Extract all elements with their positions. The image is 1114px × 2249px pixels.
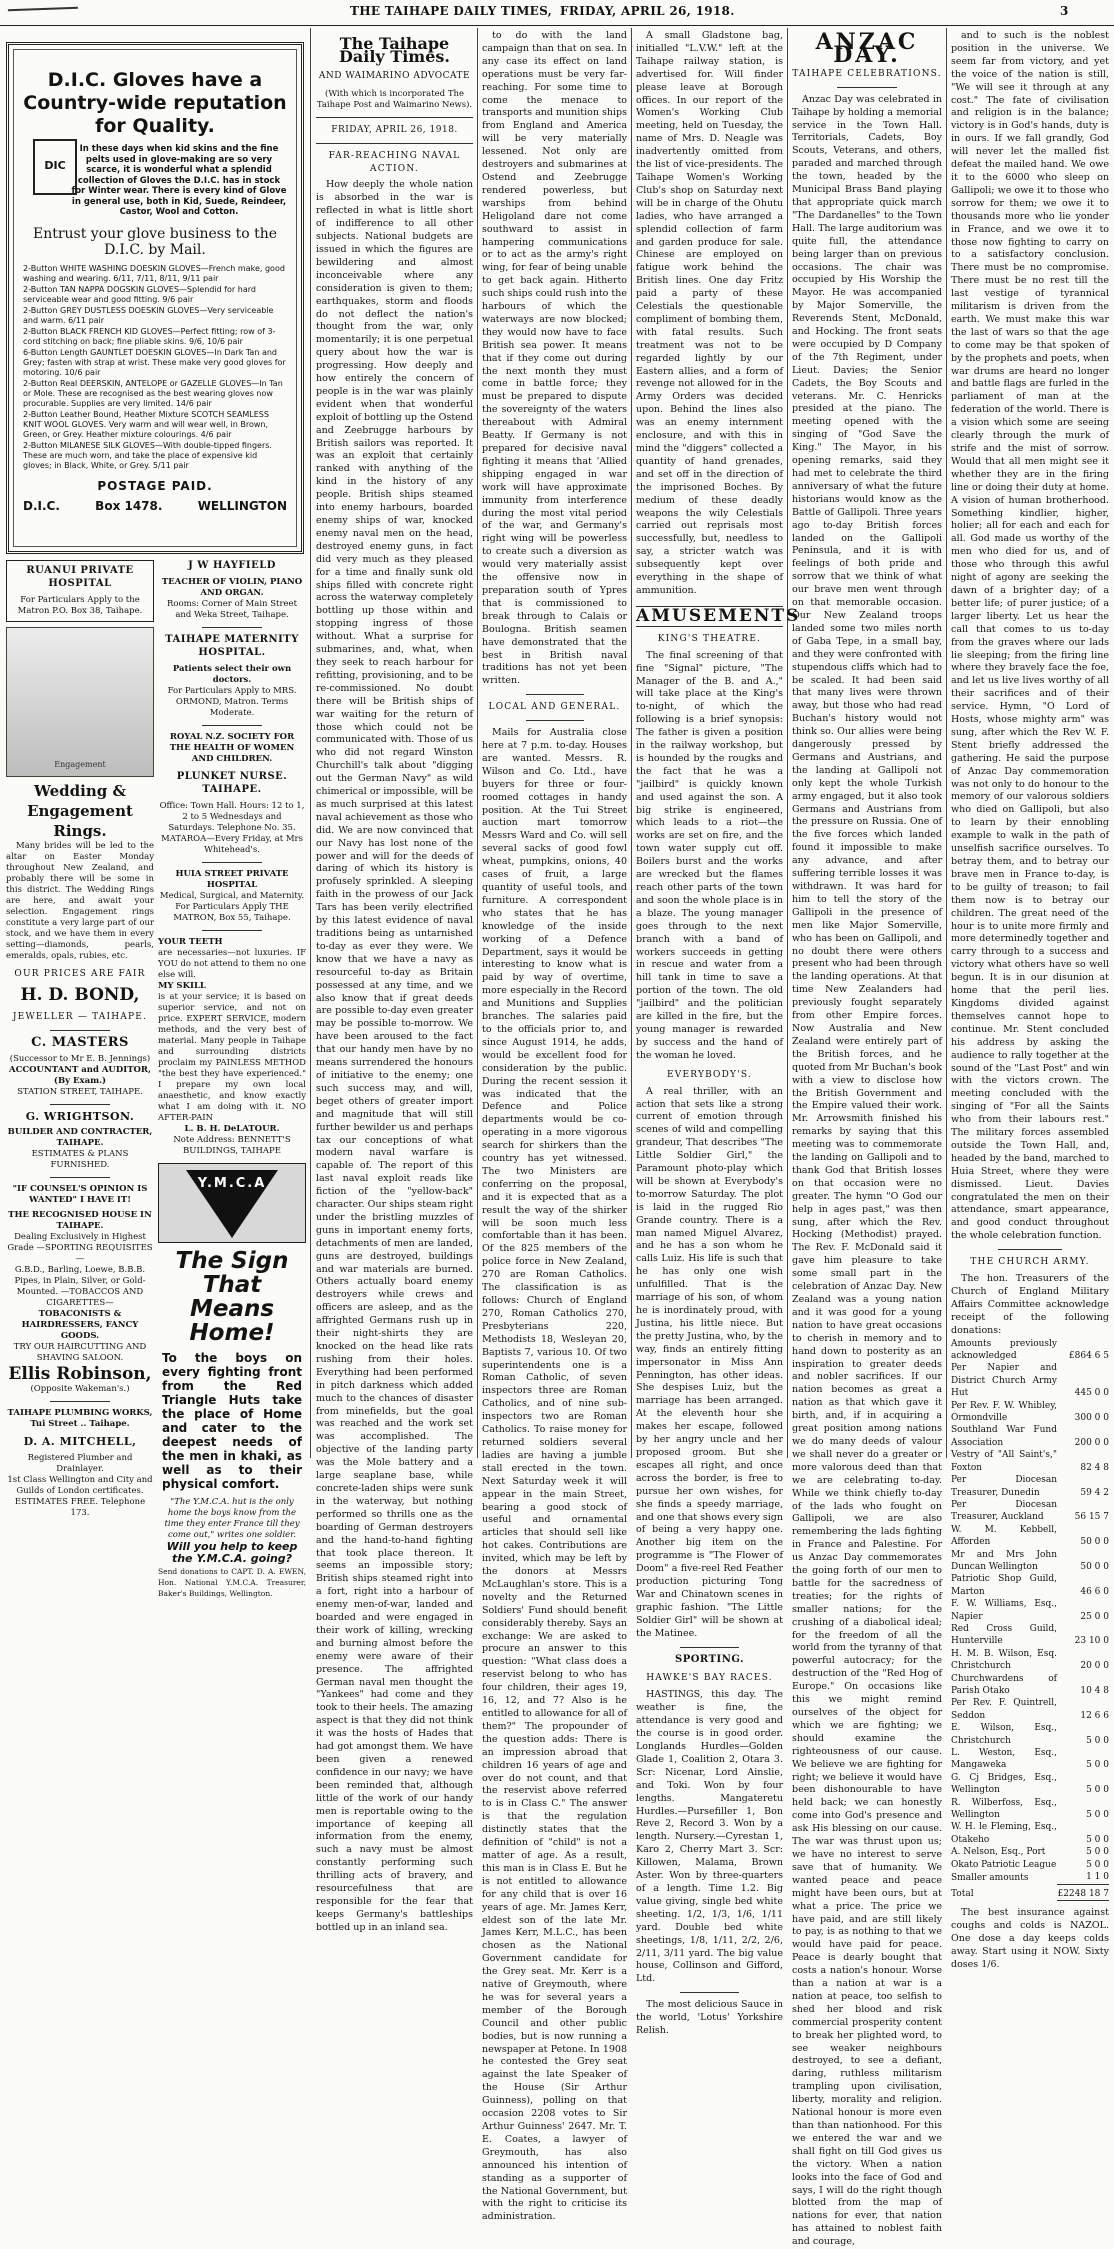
dic-footer-box: Box 1478. [95, 498, 163, 513]
column-local [482, 30, 627, 2223]
dic-footer-name: D.I.C. [23, 498, 60, 513]
donation-row [951, 1697, 1109, 1722]
donation-row [951, 1673, 1109, 1698]
plunket-office: Office: Town Hall. Hours: 12 to 1, 2 to 5 Wednesdays and Saturdays. Telephone No. 35. [159, 800, 305, 833]
plunket-ad [158, 732, 306, 856]
donor-name: W. M. Kebbell, Afforden [951, 1524, 1057, 1548]
donation-row [951, 1598, 1109, 1623]
everybodys-body: A real thriller, with an action that sets like a strong current of emotion through scenes of wild and compelling grandeur, That describes "The Little Soldier Girl," the Paramount photo-play which will be shown at Everybody's to-morrow Saturday. The plot is laid in the rugged Rio Grande country. There is a man named Miguel Alvarez, and he has a son whom he calls Luiz. His life is such that he has only one wish unfulfilled. That is the marriage of his son, of whom he is inordinately proud, with Justina, his little niece. But the pretty Justina, who, by the way, finds an entirely fitting impersonator in Miss Ann Pennington, has other ideas. She despises Luiz, but the marriage has been arranged. At the eleventh hour she makes her escape, followed by her angry uncle and her proposed groom. But she escapes all right, and once across the border, is free to pursue her own wishes, for she finds a speedy marriage, and one that shows every sign of being a very happy one. Another big item on the programme is "The Flower of Doom" a five-reel Red Feather production picturing Tong War and Chinatown scenes in graphic fashion. "The Little Soldier Girl" will be shown at the Matinee. [636, 1085, 783, 1639]
ymca-banner [158, 1163, 306, 1243]
donor-name: H. M. B. Wilson, Esq. Christchurch [951, 1648, 1057, 1672]
masters-role: ACCOUNTANT and AUDITOR, (By Exam.) [9, 1064, 151, 1086]
donor-name: Patriotic Shop Guild, Marton [951, 1574, 1057, 1597]
donation-amount: 59 4 2 [1080, 1487, 1109, 1498]
mitchell-estimates: ESTIMATES FREE. Telephone 173. [14, 1497, 146, 1519]
ymca-headline: The Sign That Means Home! [175, 1247, 289, 1346]
donation-row [951, 1772, 1109, 1797]
column-anzac [792, 29, 942, 2248]
plunket-society: ROYAL N.Z. SOCIETY FOR THE HEALTH OF WOMEN AND CHILDREN. [169, 731, 295, 764]
maternity-title: TAIHAPE MATERNITY HOSPITAL. [165, 633, 299, 658]
glove-item: 2-Button GREY DUSTLESS DOESKIN GLOVES—Very serviceable and warm. 6/11 pair [23, 305, 274, 325]
donation-row [951, 1859, 1109, 1871]
total-amount: £2248 18 7 [1057, 1884, 1109, 1900]
donation-row [951, 1573, 1109, 1598]
ink-mark [8, 7, 78, 17]
divider [526, 694, 584, 695]
donation-amount: 12 6 6 [1080, 1710, 1109, 1721]
ymca-label: Y.M.C.A [197, 1175, 267, 1191]
dic-postage: POSTAGE PAID. [97, 478, 213, 493]
donor-name: Per Rev. F. W. Whibley, Ormondville [951, 1400, 1057, 1424]
wedding-title: Wedding & Engagement Rings. [27, 781, 133, 840]
donor-name: G. Cj Bridges, Esq., Wellington [951, 1772, 1057, 1796]
donations-total-row [951, 1884, 1109, 1900]
ruanui-title: RUANUI PRIVATE HOSPITAL [26, 565, 134, 589]
masters-sub: (Successor to Mr E. B. Jennings) [9, 1053, 151, 1064]
donation-row [951, 1499, 1109, 1524]
mitchell-cert: 1st Class Wellington and City and Guilds of London certificates. [7, 1475, 153, 1497]
donation-amount: 82 4 8 [1080, 1462, 1109, 1473]
donor-name: A. Nelson, Esq., Port [951, 1847, 1046, 1858]
glove-item: 2-Button WHITE WASHING DOESKIN GLOVES—French make, good washing and wearing. 6/11, 7/11, 8/11, 9/11 pair [23, 263, 285, 283]
editorial-body: How deeply the whole nation is absorbed in the war is reflected in what is little short of indifference to all other subjects. National budgets are issued in which the figures are bewildering and almost inconceivable where any consideration is given to them; earthquakes, storm and floods do not deflect the nation's thought from the war, only momentarily; it is one perpetual query about how the war is progressing. How deeply and how entirely the concern of people is in the war was plainly evident when that wonderful exploit of bottling up the Ostend and Zeebrugge harbours by British sailors was reported. It was an exploit that certainly ranked with anything of the kind in the history of any people. British ships steamed into enemy harbours, boarded enemy ships of war, knocked enemy naval men on the head, destroyed enemy guns, in fact did very much as they pleased for a time and finally sunk old ships filled with concrete right across the waterway completely bottling up those within and stopping ingress of those without. What a surprise for submarines, and, what, when they seek to reach harbour for refitting, provisioning, and to be re-commissioned. No doubt there will be British ships of war waiting for the return of those which could not be communicated with. Those of us who did not regard Winston Churchill's talk about "digging out the German Navy" as wild chimerical or impossible, will be as much surprised at this latest naval achievement as those who did. We are now convinced that our Navy has lost none of the power and will for the deeds of daring of which its history is profusely sprinkled. A sleeping faith in the prowess of our Jack Tars has been verily electrified by this latest evidence of naval traditions being as untarnished to-day as ever they were. We know that we have a navy as resourceful to-day as Britain possessed at any time, and we also know that if great deeds are possible to-day even greater may be possible to-morrow. We have been aroused to the fact that our handy men have by no means surrendered the honours of initiative to the enemy; one such success may, and will, beget others of greater import and magnitude that will still further bewilder us and perhaps tax our conceptions of what modern naval warfare is capable of. The report of this last naval exploit reads like fiction of the "yellow-back" character. Our ships steam right under the bristling muzzles of guns in important enemy forts, detachments of men are landed, guns are destroyed, buildings and war materials are burned. Others actually board enemy destroyers while crews and officers are asleep, and as the affrighted Germans rush up in their night-shirts they are knocked on the head like rats rushing from their holes. Everything had been performed in pitch darkness which added much to the chances of disaster from minefields, but the goal was reached and the work set was accomplished. The objective of the landing party was the Mole battery and a large seaplane base, while concrete-laden ships were sunk in the waterway, but nothing performed so thrills one as the boarding of German destroyers and the hand-to-hand fighting that took place thereon. It seems an impossible story; British ships steamed right into a fort, right into a harbour of enemy men-of-war, landed and boarded and were engaged in their work of killing, wrecking and burning almost before the enemy were aware of their presence. The affrighted German naval men thought the "Yankees" had come and they took to their heels. The amazing aspect is that they did not think it was the hosts of Hades that had got amongst them. We have been given a renewed confidence in our navy; we have been reminded that, although little of the work of our handy men is reportable owing to the importance of keeping all information from the enemy, such a navy must be almost constantly performing such thrilling acts of bravery, and resourcefulness that are responsible for the fear that keeps Germany's battleships bottled up in an inland sea. [316, 179, 473, 1933]
masthead-date: FRIDAY, APRIL 26, 1918. [560, 4, 735, 18]
wedding-prices: OUR PRICES ARE FAIR [14, 968, 146, 979]
divider [202, 862, 261, 863]
divider [680, 1992, 739, 1993]
donation-row [951, 1797, 1109, 1822]
divider [837, 87, 897, 88]
donation-amount: 20 0 0 [1080, 1661, 1109, 1672]
kings-theatre-heading: KING'S THEATRE. [657, 633, 762, 644]
dic-ad-title: D.I.C. Gloves have a Country-wide reputation for Quality. [23, 69, 287, 137]
donor-name: Smaller amounts [951, 1872, 1029, 1883]
wrightson-name: G. WRIGHTSON. [25, 1109, 135, 1123]
donor-name: Mr and Mrs John Duncan Wellington [951, 1549, 1057, 1572]
donation-row [951, 1648, 1109, 1673]
dentist-address: Note Address: BENNETT'S BUILDINGS, TAIHAPE [173, 1134, 291, 1156]
donation-row [951, 1623, 1109, 1648]
donor-name: W. H. le Fleming, Esq., Otakeho [951, 1822, 1057, 1845]
dic-gloves-ad [6, 42, 304, 554]
total-label: Total [951, 1889, 974, 1899]
donor-name: Per Diocesan Treasurer, Auckland [951, 1499, 1057, 1523]
ymca-body: To the boys on every fighting front from the Red Triangle Huts take the place of Home and cater to the deepest needs of the men in khaki, as well as to their physical comfort. [162, 1350, 302, 1491]
divider [50, 1104, 109, 1105]
bride-illustration [6, 627, 154, 777]
divider [202, 930, 261, 931]
ymca-quote: "The Y.M.C.A. hut is the only home the boys know from the time they enter France till they come out," writes one soldier. [164, 1496, 300, 1540]
paper-note: (With which is incorporated The Taihape Post and Waimarino News). [316, 88, 473, 110]
huia-sub: Medical, Surgical, and Maternity. [159, 890, 305, 901]
church-army-headline: THE CHURCH ARMY. [970, 1257, 1090, 1268]
donor-name: F. W. Williams, Esq., Napier [951, 1599, 1057, 1622]
hawkes-bay-heading: HAWKE'S BAY RACES. [646, 1673, 773, 1684]
donor-name: Red Cross Guild, Hunterville [951, 1623, 1057, 1647]
column-ads-right [158, 560, 306, 1599]
donation-row [951, 1400, 1109, 1425]
ymca-send: Send donations to CAPT. D. A. EWEN, Hon. National Y.M.C.A. Treasurer, Baker's Buildings, Wellington. [158, 1567, 306, 1599]
maternity-apply: For Particulars Apply to MRS. ORMOND, Matron. Terms Moderate. [167, 685, 297, 718]
donation-amount: 50 0 0 [1080, 1537, 1109, 1548]
house-sub: Dealing Exclusively in Highest Grade —SPORTING REQUISITES— [7, 1232, 153, 1265]
donation-row [951, 1524, 1109, 1549]
maternity-ad [158, 634, 306, 719]
sauce-ad: The most delicious Sauce in the world, 'Lotus' Yorkshire Relish. [636, 1999, 783, 2037]
masthead [0, 0, 1114, 26]
huia-apply: For Particulars Apply THE MATRON, Box 55, Taihape. [173, 901, 291, 923]
donor-name: Per Napier and District Church Army Hut [951, 1363, 1057, 1399]
wedding-text: Many brides will be led to the altar on Easter Monday throughout New Zealand, and probably there will be some in this district. The Wedding Rings are here, and await your selection. Engagement rings constitute a very large part of our stock, and we have them in every setting—diamonds, pearls, emeralds, opals, rubies, etc. [6, 840, 154, 961]
church-army-intro: The hon. Treasurers of the Church of England Military Affairs Committee acknowledge receipt of the following donations: [951, 1273, 1109, 1336]
haircut-line: TRY OUR HAIRCUTTING AND SHAVING SALOON. [13, 1342, 147, 1364]
wrightson-estimates: ESTIMATES & PLANS FURNISHED. [31, 1149, 129, 1171]
donation-amount: 10 4 8 [1080, 1686, 1109, 1696]
donation-amount: 300 0 0 [1074, 1413, 1109, 1424]
wrightson-sub: BUILDER AND CONTRACTER, TAIHAPE. [7, 1127, 153, 1149]
donation-amount: 5 0 0 [1086, 1859, 1109, 1870]
donor-name: Per Diocesan Treasurer, Dunedin [951, 1475, 1057, 1498]
skill-text: is at your service; it is based on superior service, and not on price. EXPERT SERVICE, modern methods, and the very best of material. Many people in Taihape and surrounding districts proclaim my PAINLESS METHOD "the best they have experienced." I prepare my own local anaesthetic, and know exactly what I am doing with it. NO AFTER-PAIN [158, 991, 306, 1123]
bond-name: H. D. BOND, [20, 984, 140, 1005]
illustration-caption: Engagement [54, 759, 106, 769]
hayfield-rooms: Rooms: Corner of Main Street and Weka Street, Taihape. [167, 598, 297, 620]
donation-amount: 25 0 0 [1080, 1611, 1109, 1622]
donation-amount: 50 0 0 [1080, 1561, 1109, 1572]
dic-ad-entrust: Entrust your glove business to the D.I.C. by Mail. [32, 225, 278, 258]
dic-glove-list [23, 264, 287, 471]
kings-theatre-body: The final screening of that fine "Signal" picture, "The Manager of the B. and A.," will take place at the King's to-night, of which the following is a brief synopsis: The father is given a position in the railway workshop, but is hounded by the rougks and the fact that he was a "jailbird" is quickly known and used against the son. A big strike is engineered, which leads to a riot—the works are set on fire, and the town water supply cut off. Boilers burst and the works are wrecked but the flames reach other parts of the town and soon the whole place is in a blaze. The young manager goes through to the next branch with a band of workers succeeds in getting in rescue and water from a hill tank in time to save a portion of the town. The old "jailbird" and the politician are killed in the fire, but the young manager is rewarded by success and the hand of the woman he loved. [636, 649, 783, 1061]
hayfield-name: J W HAYFIELD [188, 560, 276, 571]
tobacconists: TOBACONISTS & HAIRDRESSERS, FANCY GOODS. [21, 1309, 139, 1342]
donation-row [951, 1549, 1109, 1574]
everybodys-heading: EVERYBODY'S. [667, 1069, 752, 1080]
paper-subtitle: AND WAIMARINO ADVOCATE [318, 70, 471, 81]
house-goods: G.B.D., Barling, Loewe, B.B.B. Pipes, in Plain, Silver, or Gold-Mounted. —TOBACCOS AND CIGARETTES— [14, 1265, 146, 1309]
donor-name: L. Weston, Esq., Mangaweka [951, 1748, 1057, 1771]
donation-amount: 445 0 0 [1074, 1388, 1109, 1399]
glove-item: 2-Button Real DEERSKIN, ANTELOPE or GAZELLE GLOVES—In Tan or Mole. These are recognised as the best wearing gloves now procurable. Supplies are very limited. 14/6 pair [23, 378, 283, 408]
donation-amount: 1 1 0 [1086, 1872, 1109, 1883]
divider [680, 1647, 739, 1648]
column-amusements [636, 30, 801, 2037]
donation-amount: 46 6 0 [1080, 1586, 1109, 1597]
local-headline: LOCAL AND GENERAL. [488, 702, 621, 713]
column-rule [631, 28, 632, 1458]
glove-item: 2-Button TAN NAPPA DOGSKIN GLOVES—Splendid for hard serviceable wear and good fitting. 9/6 pair [23, 284, 256, 304]
ruanui-text: For Particulars Apply to the Matron P.O. Box 38, Taihape. [17, 594, 143, 616]
maternity-sub: Patients select their own doctors. [172, 663, 292, 685]
paper-title: The Taihape Daily Times. [339, 34, 450, 66]
teeth-text: are necessaries—not luxuries. IF YOU do not attend to them no one else will. [158, 947, 306, 980]
donation-amount: £864 6 5 [1068, 1351, 1109, 1362]
donor-name: Per Rev. F. Quintrell, Seddon [951, 1698, 1057, 1721]
divider [526, 720, 584, 721]
donation-row [951, 1747, 1109, 1772]
counsel-line: "IF COUNSEL'S OPINION IS WANTED" I HAVE IT! [12, 1184, 148, 1206]
masters-name: C. MASTERS [31, 1034, 129, 1050]
amusements-headline: AMUSEMENTS [636, 605, 801, 626]
donor-name: Southland War Fund Association [951, 1425, 1057, 1448]
divider [50, 1401, 109, 1402]
column-rule [946, 28, 947, 1458]
divider [202, 725, 261, 726]
glove-item: 2-Button Leather Bound, Heather Mixture SCOTCH SEAMLESS KNIT WOOL GLOVES. Very warm and will wear well, in Brown, Green, or Grey. Heather mixture colourings. 4/6 pair [23, 409, 269, 439]
divider [316, 117, 473, 118]
donation-row [951, 1424, 1109, 1449]
nazol-ad: The best insurance against coughs and colds is NAZOL. One dose a day keeps colds away. Start using it NOW. Sixty doses 1/6. [951, 1906, 1109, 1970]
huia-ad [158, 869, 306, 924]
donation-amount: 5 0 0 [1086, 1810, 1109, 1821]
dic-logo-icon: DIC [33, 139, 77, 195]
donation-amount: 23 10 0 [1074, 1636, 1109, 1647]
column-rule [787, 28, 788, 1458]
divider [202, 627, 261, 628]
ymca-help: Will you help to keep the Y.M.C.A. going? [166, 1539, 298, 1566]
teeth-title: YOUR TEETH [158, 936, 223, 947]
masters-address: STATION STREET, TAIHAPE. [17, 1086, 143, 1097]
column-rule [477, 28, 478, 1458]
local-body: Mails for Australia close here at 7 p.m. to-day. Houses are wanted. Messrs. R. Wilson and Co. Ltd., have buyers for three or four-roomed cottages in handy position. At the Tui Street auction mart tomorrow Messrs Ward and Co. will sell several sacks of good fowl wheat, pumpkins, onions, 40 cases of fruit, a large quantity of useful tools, and furniture. A correspondent who states that he has knowledge of the inside working of a Defence Department, says it would be interesting to know what is paid by way of overtime, more especially in the Record and Munitions and Supplies branches. The salaries paid to the officials prior to, and since August 1914, he adds, would be excellent food for consideration by the public. During the recent session it was indicated that the Defence and Police departments would be co-operating in a more vigorous search for shirkers than the country has yet witnessed. The two Ministers are conferring on the proposal, and it is expected that as a result the way of the shirker will be soon much less comfortable than it has been. Of the 825 members of the police force in New Zealand, 270 are Roman Catholics. The classification is as follows: Church of England 270, Roman Catholics 270, Presbyterians 220, Methodists 18, Wesleyan 20, Baptists 7, various 10. Of two superintendents one is a Roman Catholic, of seven inspectors three are Roman Catholics, and of nine sub-inspectors two are Roman Catholics. To raise money for returned soldiers several ladies are having a jumble stall erected in the town. Next Saturday week it will appear in the main Street, bearing a good stock of useful and ornamental articles that should sell like hot cakes. Contributions are invited, which may be left by the donors at Messrs McLaughlan's store. This is a novelty and the Returned Soldiers' Fund should benefit considerably thereby. Says an exchange: We are asked to procure an answer to this question: "What class does a reservist belong to who has four children, their ages 19, 16, 12, and 7? Also is he entitled to allowance for all of them?" The propounder of the question adds: There is an impression abroad that children 16 years of age and over do not count, and that the reservist above referred to is in Class C." The answer is that the regulation distinctly states that the definition of "child" is not a matter of age. As a result, this man is in Class E. But he is not entitled to allowance for any child that is over 16 years of age. Mr. James Kerr, eldest son of the late Mr. James Kerr, M.L.C., has been chosen as the National Government candidate for the Grey seat. Mr. Kerr is a native of Greymouth, where he was for several years a member of the Borough Council and other public bodies, but is now running a newspaper at Petone. In 1908 he contested the Grey seat against the late Speaker of the House (Sir Arthur Guinness), polling on that occasion 2208 votes to Sir Arthur Guinness' 2647. Mr. T. E. Coates, a lawyer of Greymouth, has also announced his intention of standing as a supporter of the National Government, but with the right to criticise its administration. [482, 727, 627, 2223]
divider [998, 1249, 1061, 1250]
glove-item: 2-Button BLACK FRENCH KID GLOVES—Perfect fitting; row of 3-cord stitching on back; fine pliable skins. 9/6, 10/6 pair [23, 326, 276, 346]
donor-name: Okato Patriotic League [951, 1859, 1057, 1870]
mitchell-name: D. A. MITCHELL, [23, 1435, 137, 1449]
bond-sub: JEWELLER — TAIHAPE. [12, 1011, 148, 1022]
column-church-army [951, 30, 1109, 1970]
hayfield-role: TEACHER OF VIOLIN, PIANO AND ORGAN. [161, 576, 303, 598]
donation-row [951, 1362, 1109, 1399]
dic-footer-city: WELLINGTON [197, 498, 287, 513]
plunket-mataroa: MATAROA—Every Friday, at Mrs Whitehead's. [161, 833, 303, 855]
hayfield-ad [158, 560, 306, 621]
donation-row [951, 1821, 1109, 1846]
ellis-robinson: Ellis Robinson, [8, 1364, 152, 1385]
mitchell-sub: Registered Plumber and Drainlayer. [27, 1453, 133, 1475]
donation-amount: 56 15 7 [1074, 1512, 1109, 1523]
masthead-page-number: 3 [1060, 4, 1069, 18]
donor-name: E. Wilson, Esq., Christchurch [951, 1723, 1057, 1746]
editorial-continued: to do with the land campaign than that on sea. In any case its effect on land operations must be very far-reaching. For some time to come the menace to transports and munition ships from England and America will be very materially lessened. Not only are destroyers and submarines at Ostend and Zeebrugge rendered powerless, but warships from behind Heligoland dare not come southward to assist in hampering communications or to act as the army's right wing, for fear of being unable to get back again. Hitherto such ships could rush into the harbours of which the waterways are now blocked; they would now have to face British sea power. It means that if they come out during the next month they must come in battle force; they must be prepared to dispute the sovereignty of the waters thereabout with Admiral Beatty. If Germany is not prepared for decisive naval fighting it means that 'Allied shipping engaged in war work will have approximate immunity from interference during the most vital period of the war, and Germany's right wing will be powerless to create such a diversion as would very materially assist the offensive now in preparation south of Ypres that is commissioned to break through to Calais or Boulogna. British seamen have demonstrated that the best in British naval traditions has not yet been written. [482, 30, 627, 687]
divider [50, 1177, 109, 1178]
donation-row [951, 1449, 1109, 1474]
dic-ad-intro: In these days when kid skins and the fine pelts used in glove-making are so very scarce, it is wonderful what a splendid collection of Gloves the D.I.C. has in stock for Winter wear. There is every kind of Glove in general use, both in Kid, Suede, Reindeer, Castor, Wool and Cotton. [71, 144, 287, 217]
dentist-ad [158, 937, 306, 1157]
glove-item: 6-Button Length GAUNTLET DOESKIN GLOVES—In Dark Tan and Grey; fasten with strap at wrist. These make very good gloves for motoring. 10/6 pair [23, 347, 286, 377]
plumbing-title: TAIHAPE PLUMBING WORKS, Tui Street .. Taihape. [7, 1408, 153, 1430]
column-ads-left [6, 560, 154, 1519]
plunket-title: PLUNKET NURSE. TAIHAPE. [176, 770, 288, 795]
skill-title: MY SKILL [158, 980, 206, 991]
local-continued: A small Gladstone bag, initialled "L.V.W." left at the Taihape railway station, is advertised for. Will finder please leave at Borough offices. In our report of the Women's Working Club meeting, held on Tuesday, the name of Mrs. D. Neagle was inadvertently omitted from the list of vice-presidents. The Taihape Women's Working Club's shop on Saturday next will be in charge of the Ohutu ladies, who have arranged a splendid collection of farm and garden produce for sale. Chinese are employed on fatigue work behind the British lines. One day Fritz paid a party of these Celestials the questionable compliment of bombing them, with fatal results. Such treatment was not to be regarded lightly by our Eastern allies, and a form of revenge not allowed for in the Army Orders was decided upon. Behind the lines also was an enemy internment enclosure, and with this in mind the "diggers" collected a quantity of hand grenades, and set off in the direction of the imprisoned Boches. By medium of these deadly weapons the wily Celestials carried out reprisals most successfully, but, needless to say, a stricter watch was subsequently kept over everything in the shape of ammunition. [636, 30, 783, 596]
donation-amount: 5 0 0 [1086, 1847, 1109, 1858]
editorial-headline: FAR-REACHING NAVAL ACTION. [328, 150, 461, 174]
donation-amount: 5 0 0 [1086, 1735, 1109, 1746]
donation-row [951, 1338, 1109, 1363]
donation-row [951, 1846, 1109, 1858]
donation-amount: 5 0 0 [1086, 1785, 1109, 1796]
column-rule [310, 28, 311, 1458]
dic-footer [23, 499, 287, 513]
sporting-headline: SPORTING. [674, 1653, 744, 1665]
donor-name: Churchwardens of Parish Otako [951, 1673, 1057, 1696]
donor-name: Vestry of "All Saint's," Foxton [951, 1450, 1057, 1473]
donation-amount: 5 0 0 [1086, 1760, 1109, 1771]
divider [50, 1030, 109, 1031]
donation-amount: 5 0 0 [1086, 1834, 1109, 1845]
donor-name: R. Wilberfoss, Esq., Wellington [951, 1797, 1057, 1821]
anzac-body: Anzac Day was celebrated in Taihape by holding a memorial service in the Town Hall. Territorials, Cadets, Boy Scouts, Veterans, and others, paraded and marched through the town, headed by the Municipal Brass Band playing that appropriate quick march "The Dardanelles" to the Town Hall. The large auditorium was quite full, the attendance being larger than on previous occasions. The chair was occupied by His Worship the Mayor. He was accompanied by Major Somerville, the Reverends Stent, McDonald, and Hocking. The front seats were occupied by D Company of the 7th Regiment, under Lieut. Davies; the Senior Cadets, the Boy Scouts and veterans. Mr. C. Henricks presided at the piano. The meeting opened with the singing of "God Save the King." The Mayor, in his opening remarks, said they had met to celebrate the third anniversary of what the future historians would know as the Battle of Gallipoli. Three years ago to-day British forces landed on the Gallipoli Peninsula, and it is with feelings of both pride and sorrow that we think of what our brave men went through on that memorable occasion. Our New Zealand troops landed some two miles north of Gaba Tepe, in a small bay, and they were confronted with stupendous cliffs which had to be scaled. It had been said that many lives were thrown away, but those who had read Buchan's history would not think so. Our allies were being dangerously pressed by Germans and Austrians, and the landing at Gallipoli not only kept the whole Turkish army engaged, but it also took Germans and Austrians from the pressure on Russia. One of the five forces which landed found it impossible to make any advance, and after suffering terrible losses it was withdrawn. It was hard for him to tell the story of the Gallipoli in the presence of men like Major Somerville, who has been on Gallipoli, and no doubt there were others present who had been through the landing operations. At that time New Zealanders had previously fought separately from other Empire forces. Now Australia and New Zealand were entirely part of the British forces, and he quoted from Mr Buchan's book with a view to disclose how the British Government and the Empire valued their work. Mr. Arrowsmith finished his remarks by saying that this meeting was to commemorate the landing on Gallipoli and to thank God that British losses on that occasion were no greater. The hymn "O God our help in ages past," was then sung, after which the Rev. Hocking (Methodist) prayed. The Rev. F. McDonald said it gave him pleasure to take some small part in the celebration of Anzac Day. New Zealand was a young nation and it was good for a young nation to have great occasions to cherish in memory and to hand down to posterity as an inspiration to greater deeds and nobler sacrifices. If our nation becomes as great a nation as that which gave it birth, and, if in acquiring a great position among nations we do many deeds of valour we shall never do a greater or more valorous deed than that we are celebrating to-day. While we think chiefly to-day of the lads who fought on Gallipoli, we are also remembering the lads fighting in France and Palestine. For us Anzac Day commemorates the going forth of our men to battle for the sacredness of treaties; for the rights of smaller nations; for the crushing of a diabolical ideal; for the freedom of all the world from the tyranny of that powerful autocracy; for the destruction of the "Red Hog of Europe." On occasions like this we might remind ourselves of the object for which we are fighting; we should examine the righteousness of our cause. We believe we are fighting for right; we believe it would have been dishonourable to have held back; we can honestly come into God's presence and ask His blessing on our cause. The war was thrust upon us; we have no interest to serve save that of humanity. We wanted peace and peace might have been ours, but at what a price. The price we have paid, and are still likely to pay, is as nothing to that we would have paid for peace. Peace is dearly bought that costs a nation's honour. Worse than a nation at war is a nation at peace, too selfish to shed her blood and risk commercial prosperity content to break her plighted word, to see weaker neighbours destroyed, to see a defiant, daring, ruthless militarism trampling upon civilisation, liberty, morality and religion. National honour is more even than than nationhood. For this we entered the war and we shall fight on till God gives us the victory. When a nation looks into the face of God and says, I will do the right though blotted from the map of nations for ever, that nation has attained to noblest faith and courage, [792, 93, 942, 2248]
donation-row [951, 1474, 1109, 1499]
anzac-continued: and to such is the noblest position in the universe. We seem far from victory, and yet the voice of the nation is still, "We will see it through at any cost." The fate of civilisation and religion is in the balance; victory is in God's hands, duty is in ours. If we fall grandly, God will never let the malled fist defeat the mailed hand. We owe it to the 6000 who sleep on Gallipoli; we owe it to those who sorrow for them; we owe it to thousands more who lie yonder in France, and we owe it to those now fighting to carry on to a satisfactory conclusion. There must be no compromise. There must be no rest till the last vestige of tyrannical militarism is driven from the earth. We must make this war the last of wars so that the age to come may be that spoken of by the prophets and poets, when war drums are heard no longer and battle flags are furled in the parliament of man at the federation of the world. There is a vision which some are seeing clearly through the murk of strife and the mist of sorrow. Would that all men might see it whether they are in the firing line or doing their duty at home. A vision of human brotherhood. Something kindlier, higher, holier; all for each and each for all. God made us worthy of the men who died for us, and of those who through this awful night of agony are seeking the dawn of a brighter day; of a better life; of purer justice; of a larger liberty. Let us hear the call that comes to us to-day from the graves where our lads lie sleeping; from the firing line where they bravely face the foe, and let us live lives worthy of all their sacrifices and of their service. Hymn, "O Lord of Hosts, whose mighty arm" was sung, after which the Rev W. F. Stent briefly addressed the gathering. He said the purpose of Anzac Day commemoration was not only to do honour to the memory of our valorous soldiers who died on Gallipoli, but also to learn by their ennobling example to walk in the path of unselfish sacrifice ourselves. To betray them, and to betray our brave men in France to-day, is to be guilty of treason; to fail them now is to betray our children. The great need of the hour is to unite more firmly and more determinedly together and carry through to a success and victory what others have so well begun. It is in our disunion at home that the peril lies. Kingdoms divided against themselves cannot hope to continue. Mr. Stent concluded his address by asking the audience to rally together at the sound of the "Last Post" and win with the victors crown. The meeting concluded with the singing of "For all the Saints who from their labours rest." The military forces assembled outside the Town Hall, and, headed by the band, marched to Huia Street, where they were dismissed. Lieut. Davies congratulated the men on their attendance, smart appearance, and good conduct throughout the whole celebration function. [951, 30, 1109, 1242]
donor-name: Amounts previously acknowledged [951, 1338, 1057, 1362]
editorial-date: FRIDAY, APRIL 26, 1918. [331, 124, 458, 135]
dentist-name: L. B. H. DeLATOUR. [184, 1123, 280, 1134]
glove-item: 2-Button MILANESE SILK GLOVES—With double-tipped fingers. These are much worn, and take the place of expensive kid gloves; in Black, White, or Grey. 5/11 pair [23, 440, 272, 470]
donations-table [951, 1338, 1109, 1901]
anzac-headline: ANZAC DAY. [815, 29, 919, 68]
celebrations-heading: TAIHAPE CELEBRATIONS. [792, 68, 942, 79]
masthead-paper-name: THE TAIHAPE DAILY TIMES, [350, 4, 553, 18]
races-body: HASTINGS, this day. The weather is fine, the attendance is very good and the course is in good order. Longlands Hurdles—Golden Glade 1, Coalition 2, Otara 3. Scr: Nicenar, Lord Ainslie, and Toki. Won by four lengths. Mangateretu Hurdles.—Pursefiller 1, Bon Reve 2, Record 3. Won by a length. Nursery.—Cyrestan 1, Karo 2, Cherry Mart 3. Scr: Killowen, Malama, Brown Aster. Won by three-quarters of a length. Time 1.2. Big value giving, single bed white sheeting. 1/2, 1/3, 1/6, 1/11 yard. Double bed white sheetings, 1/8, 1/11, 2/2, 2/6, 2/11, 3/11 yard. The big value house, Collinson and Gifford, Ltd. [636, 1689, 783, 1985]
ruanui-hospital-ad [6, 560, 154, 622]
divider [316, 143, 473, 144]
ellis-sub: (Opposite Wakeman's.) [30, 1384, 130, 1395]
donation-amount: 200 0 0 [1074, 1437, 1109, 1448]
donation-row [951, 1722, 1109, 1747]
column-editorial [316, 30, 473, 1933]
huia-title: HUIA STREET PRIVATE HOSPITAL [175, 868, 289, 890]
donation-row [951, 1871, 1109, 1884]
house-title: THE RECOGNISED HOUSE IN TAIHAPE. [8, 1210, 152, 1232]
